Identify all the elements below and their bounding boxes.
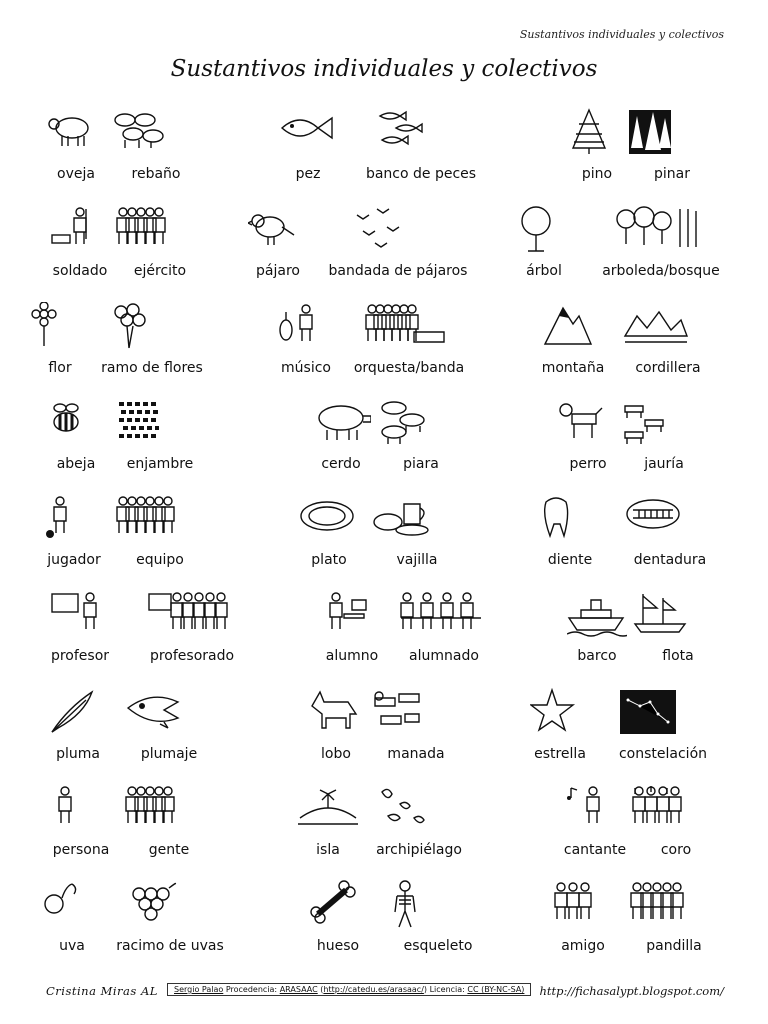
person-icon — [51, 784, 111, 832]
archipelago-icon — [374, 784, 464, 832]
word-label: alumnado — [409, 648, 479, 664]
footer-credit: Sergio Palao Procedencia: ARASAAC (http://catedu.es/arasaac/) Licencia: CC (BY-NC-SA) — [167, 983, 531, 996]
page-title: Sustantivos individuales y colectivos — [170, 56, 598, 82]
word-label: estrella — [534, 746, 586, 762]
word-label: amigo — [561, 938, 605, 954]
word-label: manada — [387, 746, 445, 762]
army-icon — [115, 205, 205, 253]
student-icon — [322, 590, 382, 638]
word-label: soldado — [52, 263, 108, 279]
credit-source[interactable]: ARASAAC — [279, 985, 318, 994]
pine-forest-icon — [627, 108, 717, 156]
word-label: arboleda/bosque — [602, 263, 720, 279]
grape-bunch-icon — [125, 880, 215, 928]
plumage-icon — [124, 688, 214, 736]
teeth-icon — [625, 494, 715, 542]
soldier-icon — [50, 205, 110, 253]
player-icon — [44, 494, 104, 542]
word-label: gente — [148, 842, 190, 858]
word-label: equipo — [136, 552, 184, 568]
word-label: pez — [295, 166, 321, 182]
word-label: enjambre — [126, 456, 194, 472]
word-label: profesorado — [149, 648, 235, 664]
sheep-icon — [46, 108, 106, 156]
flower-icon — [30, 302, 90, 350]
friend-icon — [553, 880, 613, 928]
word-label: lobo — [321, 746, 351, 762]
word-label: cordillera — [635, 360, 701, 376]
pine-tree-icon — [567, 108, 627, 156]
word-label: plumaje — [140, 746, 198, 762]
bird-icon — [248, 205, 308, 253]
musician-icon — [276, 302, 336, 350]
word-label: uva — [59, 938, 85, 954]
word-label: rebaño — [131, 166, 181, 182]
word-label: vajilla — [396, 552, 438, 568]
credit-license[interactable]: CC (BY-NC-SA) — [467, 985, 525, 994]
pig-icon — [311, 398, 371, 446]
running-header: Sustantivos individuales y colectivos — [519, 28, 724, 41]
word-label: persona — [52, 842, 110, 858]
word-label: pluma — [56, 746, 100, 762]
skeleton-icon — [393, 880, 483, 928]
word-label: alumno — [325, 648, 379, 664]
word-label: constelación — [618, 746, 708, 762]
footer-blog-link[interactable]: http://fichasalypt.blogspot.com/ — [539, 984, 724, 998]
pack-of-dogs-icon — [619, 398, 709, 446]
word-label: pandilla — [646, 938, 702, 954]
singer-icon — [565, 784, 625, 832]
credit-source-label: Procedencia: — [225, 985, 278, 994]
tableware-icon — [372, 494, 462, 542]
word-label: árbol — [526, 263, 562, 279]
team-icon — [115, 494, 205, 542]
dog-icon — [558, 398, 618, 446]
flock-of-birds-icon — [353, 205, 443, 253]
fish-icon — [278, 108, 338, 156]
word-label: dentadura — [633, 552, 707, 568]
word-label: oveja — [57, 166, 95, 182]
word-label: flota — [662, 648, 694, 664]
word-label: flor — [48, 360, 72, 376]
word-label: orquesta/banda — [353, 360, 465, 376]
word-label: bandada de pájaros — [328, 263, 468, 279]
swarm-icon — [115, 398, 205, 446]
word-label: pájaro — [256, 263, 300, 279]
island-icon — [298, 784, 358, 832]
credit-author[interactable]: Sergio Palao — [174, 985, 224, 994]
word-label: cantante — [563, 842, 627, 858]
word-label: piara — [403, 456, 439, 472]
ship-icon — [567, 590, 627, 638]
word-label: pino — [581, 166, 613, 182]
word-label: cerdo — [321, 456, 361, 472]
word-label: profesor — [50, 648, 110, 664]
word-label: montaña — [541, 360, 605, 376]
tree-icon — [514, 205, 574, 253]
word-label: barco — [577, 648, 617, 664]
word-label: isla — [316, 842, 340, 858]
bouquet-icon — [107, 302, 197, 350]
word-label: banco de peces — [365, 166, 477, 182]
credit-license-label: Licencia: — [429, 985, 465, 994]
mountain-range-icon — [623, 302, 713, 350]
word-label: plato — [311, 552, 347, 568]
grape-icon — [42, 880, 102, 928]
fleet-icon — [633, 590, 723, 638]
word-label: ejército — [133, 263, 187, 279]
word-label: esqueleto — [403, 938, 473, 954]
word-label: ramo de flores — [101, 360, 203, 376]
plate-icon — [299, 494, 359, 542]
wolf-icon — [306, 688, 366, 736]
forest-icon — [616, 205, 706, 253]
choir-icon — [631, 784, 721, 832]
word-label: racimo de uvas — [116, 938, 224, 954]
herd-icon — [371, 688, 461, 736]
people-icon — [124, 784, 214, 832]
herd-of-pigs-icon — [376, 398, 466, 446]
bee-icon — [46, 398, 106, 446]
word-label: pinar — [654, 166, 690, 182]
word-label: abeja — [56, 456, 96, 472]
word-label: jauría — [644, 456, 684, 472]
word-label: diente — [547, 552, 593, 568]
word-label: músico — [281, 360, 331, 376]
mountain-icon — [543, 302, 603, 350]
gang-icon — [629, 880, 719, 928]
tooth-icon — [540, 494, 600, 542]
star-icon — [530, 688, 590, 736]
word-label: jugador — [47, 552, 101, 568]
orchestra-icon — [364, 302, 454, 350]
teacher-icon — [50, 590, 110, 638]
flock-of-sheep-icon — [111, 108, 201, 156]
students-icon — [399, 590, 489, 638]
word-label: coro — [660, 842, 692, 858]
feather-icon — [48, 688, 108, 736]
word-label: perro — [569, 456, 607, 472]
constellation-icon — [618, 688, 708, 736]
credit-url[interactable]: http://catedu.es/arasaac/ — [323, 985, 424, 994]
school-of-fish-icon — [376, 108, 466, 156]
teachers-icon — [147, 590, 237, 638]
bone-icon — [308, 880, 368, 928]
word-label: hueso — [316, 938, 360, 954]
word-label: archipiélago — [376, 842, 462, 858]
footer-author: Cristina Miras AL — [46, 984, 158, 998]
